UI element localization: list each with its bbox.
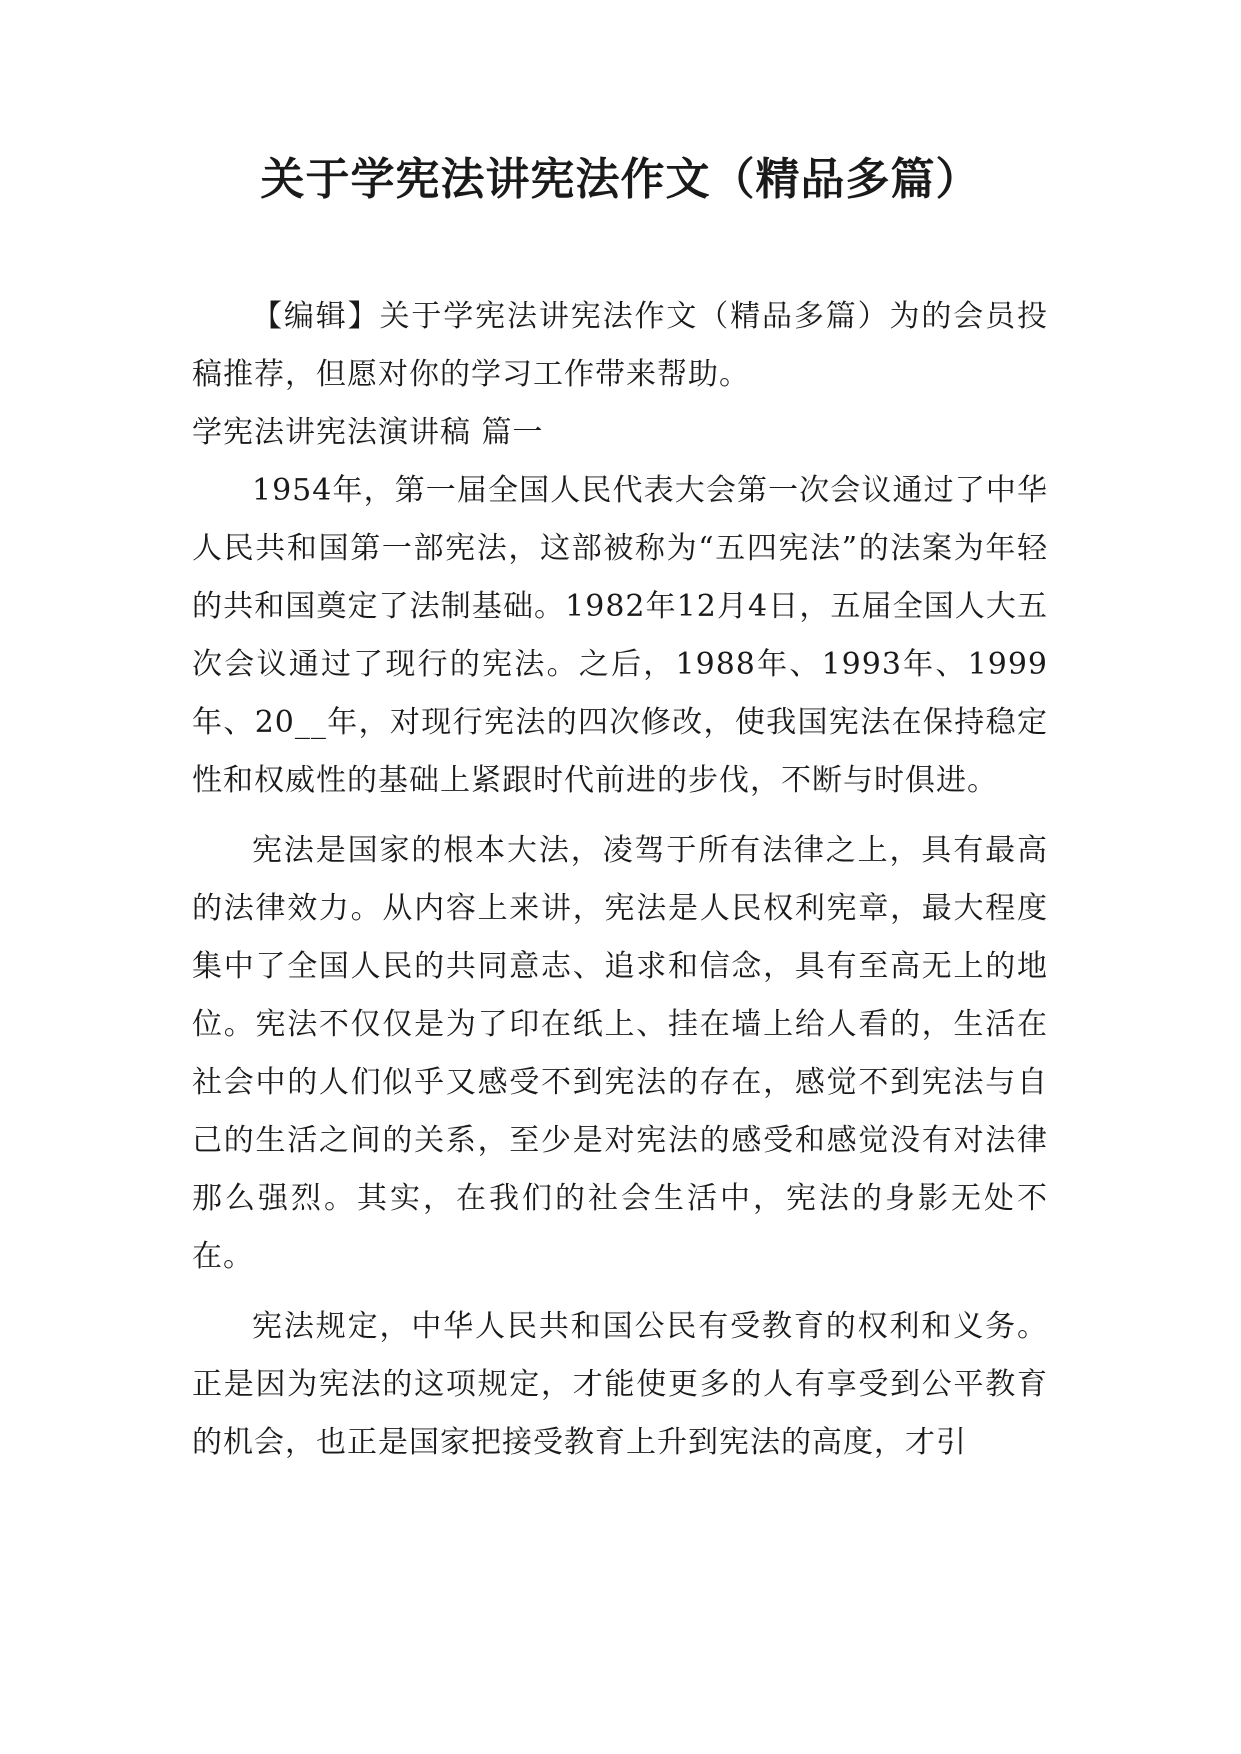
- section-heading: 学宪法讲宪法演讲稿 篇一: [192, 415, 544, 450]
- document-body: [192, 288, 1048, 1472]
- body-paragraph-1: 1954年，第一届全国人民代表大会第一次会议通过了中华人民共和国第一部宪法，这部被称为“五四宪法”的法案为年轻的共和国奠定了法制基础。1982年12月4日，五届全国人大五次会议通过了现行的宪法。之后，1988年、1993年、1999年、20__年，对现行宪法的四次修改，使我国宪法在保持稳定性和权威性的基础上紧跟时代前进的步伐，不断与时俱进。: [192, 473, 1048, 798]
- intro-paragraph: 【编辑】关于学宪法讲宪法作文（精品多篇）为的会员投稿推荐，但愿对你的学习工作带来帮助。: [192, 299, 1048, 392]
- body-paragraph-3: 宪法规定，中华人民共和国公民有受教育的权利和义务。正是因为宪法的这项规定，才能使更多的人有享受到公平教育的机会，也正是国家把接受教育上升到宪法的高度，才引: [192, 1309, 1048, 1460]
- document-title: 关于学宪法讲宪法作文（精品多篇）: [260, 154, 981, 205]
- body-paragraph-2: 宪法是国家的根本大法，凌驾于所有法律之上，具有最高的法律效力。从内容上来讲，宪法是人民权利宪章，最大程度集中了全国人民的共同意志、追求和信念，具有至高无上的地位。宪法不仅仅是为了印在纸上、挂在墙上给人看的，生活在社会中的人们似乎又感受不到宪法的存在，感觉不到宪法与自己的生活之间的关系，至少是对宪法的感受和感觉没有对法律那么强烈。其实，在我们的社会生活中，宪法的身影无处不在。: [192, 833, 1048, 1274]
